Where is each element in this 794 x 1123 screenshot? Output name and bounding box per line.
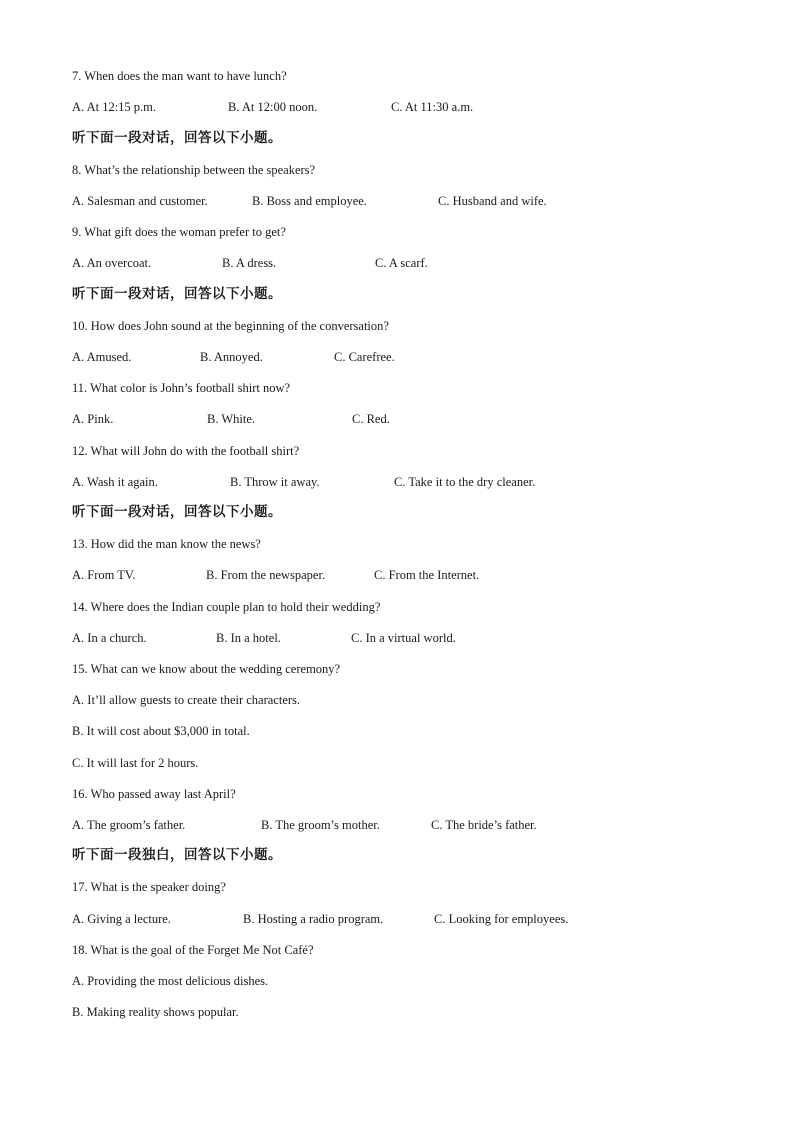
question-11: 11. What color is John’s football shirt now? (72, 381, 291, 395)
q13-option-b: B. From the newspaper. (206, 568, 326, 582)
q11-option-c: C. Red. (352, 412, 390, 426)
q9-option-a: A. An overcoat. (72, 256, 152, 270)
q13-option-c: C. From the Internet. (374, 568, 480, 582)
q9-option-b: B. A dress. (222, 256, 277, 270)
q10-option-c: C. Carefree. (334, 350, 395, 364)
question-8: 8. What’s the relationship between the speakers? (72, 163, 316, 177)
q16-option-c: C. The bride’s father. (431, 818, 537, 832)
q9-option-c: C. A scarf. (375, 256, 428, 270)
section-heading: 听下面一段对话，回答以下小题。 (72, 130, 282, 146)
q14-option-a: A. In a church. (72, 631, 147, 645)
q11-option-b: B. White. (207, 412, 256, 426)
q14-option-b: B. In a hotel. (216, 631, 281, 645)
q16-option-a: A. The groom’s father. (72, 818, 186, 832)
q8-option-a: A. Salesman and customer. (72, 194, 208, 208)
question-15: 15. What can we know about the wedding ceremony? (72, 662, 341, 676)
question-9: 9. What gift does the woman prefer to get? (72, 225, 286, 239)
q14-option-c: C. In a virtual world. (351, 631, 456, 645)
q17-option-a: A. Giving a lecture. (72, 912, 171, 926)
q10-option-a: A. Amused. (72, 350, 132, 364)
question-12: 12. What will John do with the football shirt? (72, 444, 300, 458)
q17-option-c: C. Looking for employees. (434, 912, 569, 926)
q17-option-b: B. Hosting a radio program. (243, 912, 384, 926)
question-14: 14. Where does the Indian couple plan to hold their wedding? (72, 600, 381, 614)
q15-option-c: C. It will last for 2 hours. (72, 756, 199, 770)
question-16: 16. Who passed away last April? (72, 787, 236, 801)
q10-option-b: B. Annoyed. (200, 350, 263, 364)
q18-option-b: B. Making reality shows popular. (72, 1005, 239, 1019)
section-heading: 听下面一段独白，回答以下小题。 (72, 847, 282, 863)
question-7: 7. When does the man want to have lunch? (72, 69, 287, 83)
q12-option-c: C. Take it to the dry cleaner. (394, 475, 536, 489)
section-heading: 听下面一段对话，回答以下小题。 (72, 504, 282, 520)
question-13: 13. How did the man know the news? (72, 537, 261, 551)
q18-option-a: A. Providing the most delicious dishes. (72, 974, 269, 988)
q15-option-a: A. It’ll allow guests to create their characters. (72, 693, 301, 707)
question-18: 18. What is the goal of the Forget Me Not Café? (72, 943, 314, 957)
q15-option-b: B. It will cost about $3,000 in total. (72, 724, 250, 738)
q8-option-c: C. Husband and wife. (438, 194, 547, 208)
q11-option-a: A. Pink. (72, 412, 114, 426)
q7-option-c: C. At 11:30 a.m. (391, 100, 474, 114)
q13-option-a: A. From TV. (72, 568, 136, 582)
q12-option-b: B. Throw it away. (230, 475, 320, 489)
question-10: 10. How does John sound at the beginning of the conversation? (72, 319, 389, 333)
q7-option-b: B. At 12:00 noon. (228, 100, 318, 114)
q16-option-b: B. The groom’s mother. (261, 818, 380, 832)
q12-option-a: A. Wash it again. (72, 475, 158, 489)
q8-option-b: B. Boss and employee. (252, 194, 367, 208)
section-heading: 听下面一段对话，回答以下小题。 (72, 286, 282, 302)
question-17: 17. What is the speaker doing? (72, 880, 226, 894)
q7-option-a: A. At 12:15 p.m. (72, 100, 157, 114)
